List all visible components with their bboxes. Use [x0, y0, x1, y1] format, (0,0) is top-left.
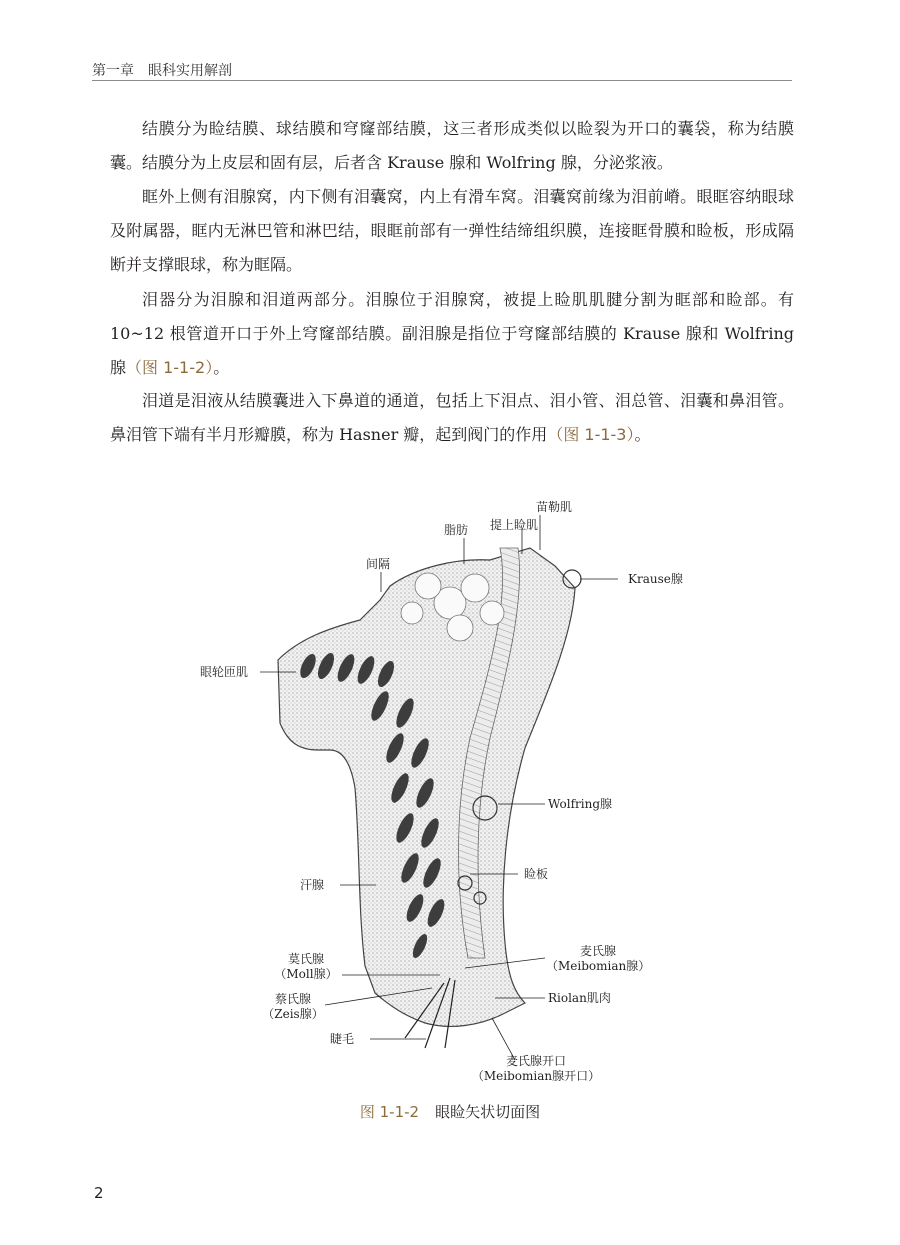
- label-fat: 脂肪: [444, 523, 469, 537]
- label-riolan-muscle: Riolan肌肉: [548, 991, 611, 1005]
- label-muller-muscle: 苗勒肌: [536, 500, 573, 514]
- eyelid-section-figure: [200, 488, 700, 1088]
- label-zeis-gland: 蔡氏腺 （Zeis腺）: [262, 992, 324, 1021]
- figure-reference-link[interactable]: （图 1-1-2）: [126, 358, 214, 377]
- label-levator-muscle: 提上睑肌: [490, 518, 539, 532]
- paragraph-conjunctiva: 结膜分为睑结膜、球结膜和穹窿部结膜，这三者形成类似以睑裂为开口的囊袋，称为结膜囊。结膜分为上皮层和固有层，后者含 Krause 腺和 Wolfring 腺，分泌浆液。: [110, 119, 794, 172]
- figure-number: 图 1-1-2: [359, 1103, 420, 1121]
- page-number: 2: [94, 1184, 104, 1202]
- paragraph-lacrimal-apparatus: 泪器分为泪腺和泪道两部分。泪腺位于泪腺窝，被提上睑肌肌腱分割为眶部和睑部。有 10~12 根管道开口于外上穹窿部结膜。副泪腺是指位于穹窿部结膜的 Krause 腺和 Wolfring 腺（图 1-1-2）。: [110, 290, 794, 377]
- figure-caption: [0, 1101, 900, 1122]
- label-moll-gland: 莫氏腺 （Moll腺）: [274, 952, 338, 981]
- label-septum: 间隔: [366, 557, 391, 571]
- figure-reference-link[interactable]: （图 1-1-3）: [547, 425, 635, 444]
- header-divider: [92, 80, 792, 81]
- label-meibomian-gland: 麦氏腺 （Meibomian腺）: [546, 944, 651, 973]
- paragraph-lacrimal-passage: 泪道是泪液从结膜囊进入下鼻道的通道，包括上下泪点、泪小管、泪总管、泪囊和鼻泪管。鼻泪管下端有半月形瓣膜，称为 Hasner 瓣，起到阀门的作用（图 1-1-3）。: [110, 391, 794, 444]
- figure-title: 眼睑矢状切面图: [435, 1103, 541, 1121]
- running-header: 第一章 眼科实用解剖: [92, 63, 232, 79]
- label-wolfring-gland: Wolfring腺: [548, 797, 613, 811]
- label-eyelash: 睫毛: [330, 1032, 355, 1046]
- paragraph-orbit: 眶外上侧有泪腺窝，内下侧有泪囊窝，内上有滑车窝。泪囊窝前缘为泪前嵴。眼眶容纳眼球及附属器，眶内无淋巴管和淋巴结，眼眶前部有一弹性结缔组织膜，连接眶骨膜和睑板，形成隔断并支撑眼球，称为眶隔。: [110, 187, 794, 274]
- label-sweat-gland: 汗腺: [300, 878, 325, 892]
- label-orbicularis: 眼轮匝肌: [200, 665, 249, 679]
- label-krause-gland: Krause腺: [628, 572, 683, 586]
- label-meibomian-orifice: 麦氏腺开口 （Meibomian腺开口）: [471, 1054, 601, 1083]
- label-tarsus: 睑板: [524, 867, 549, 881]
